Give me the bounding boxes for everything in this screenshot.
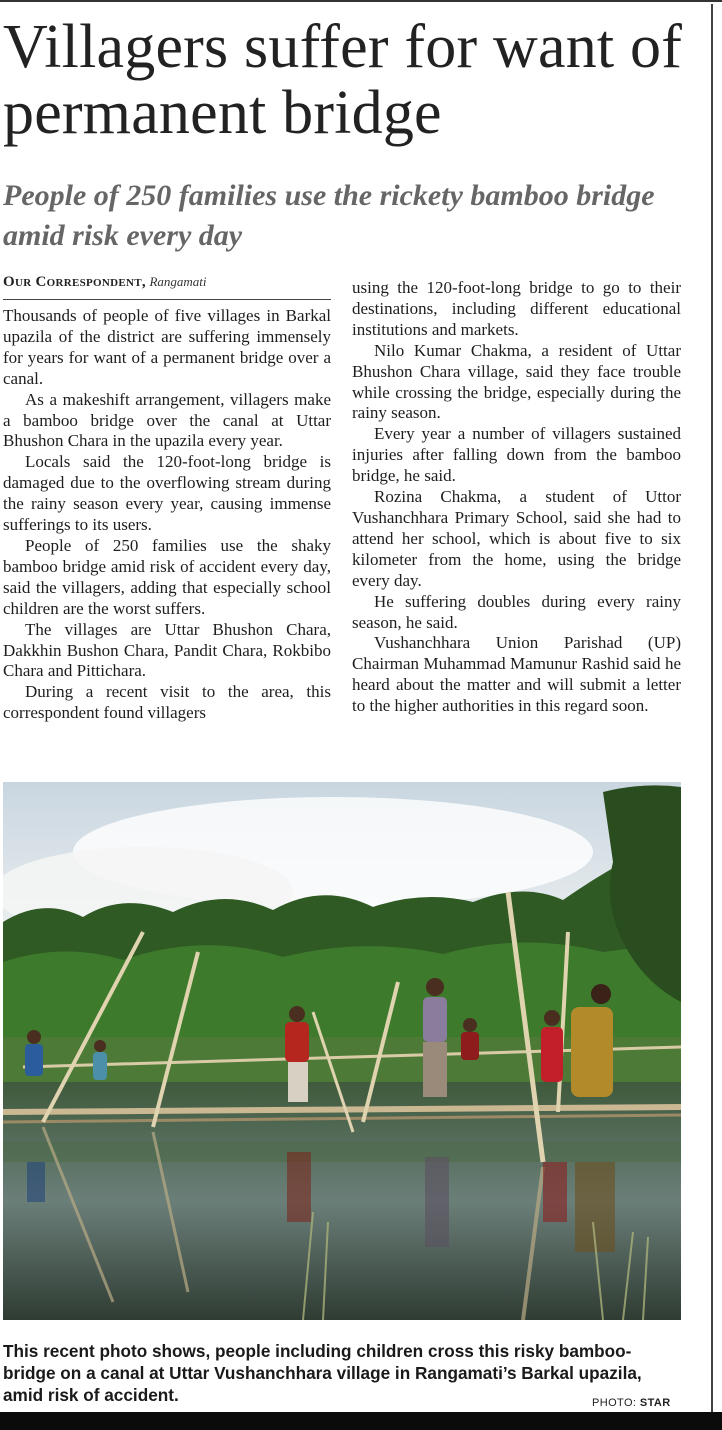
- article-paragraph: Nilo Kumar Chakma, a resident of Uttar Bhushon Chara village, said they face trouble while crossing the bridge, especially during the rainy season.: [352, 340, 681, 423]
- article-column-right: [352, 278, 681, 717]
- top-rule: [0, 0, 722, 2]
- byline-location: Rangamati: [149, 274, 207, 289]
- subheadline: People of 250 families use the rickety bamboo bridge amid risk every day: [3, 179, 655, 252]
- news-photo: [3, 782, 681, 1320]
- photo-credit-label: PHOTO:: [592, 1397, 637, 1409]
- headline: Villagers suffer for want of permanent bridge: [3, 13, 683, 147]
- article-paragraph: During a recent visit to the area, this correspondent found villagers: [3, 682, 331, 723]
- byline-author: Our Correspondent,: [3, 274, 146, 290]
- article-paragraph: Every year a number of villagers sustained injuries after falling down from the bamboo bridge, he said.: [352, 424, 681, 486]
- article-paragraph: Locals said the 120-foot-long bridge is damaged due to the overflowing stream during the rainy season every year, causing immense sufferings to its users.: [3, 452, 331, 535]
- photo-credit: [592, 1397, 671, 1409]
- article-paragraph: using the 120-foot-long bridge to go to their destinations, including different educational institutions and markets.: [352, 278, 681, 339]
- article-column-left: [3, 306, 331, 724]
- column-divider-rule: [711, 4, 713, 1414]
- article-paragraph: Rozina Chakma, a student of Uttor Vushanchhara Primary School, said she had to attend her school, which is about five to six kilometer from the home, using the bridge every day.: [352, 487, 681, 590]
- byline: [3, 272, 331, 300]
- article-paragraph: He suffering doubles during every rainy season, he said.: [352, 591, 681, 632]
- article-paragraph: People of 250 families use the shaky bamboo bridge amid risk of accident every day, said the villagers, adding that especially school children are the worst suffers.: [3, 535, 331, 618]
- article-paragraph: The villages are Uttar Bhushon Chara, Dakkhin Bushon Chara, Pandit Chara, Rokbibo Chara and Pittichara.: [3, 619, 331, 681]
- article-paragraph: As a makeshift arrangement, villagers make a bamboo bridge over the canal at Uttar Bhushon Chara in the upazila every year.: [3, 389, 331, 451]
- bamboo-bridge-photo: [3, 782, 681, 1320]
- bottom-bar: [0, 1412, 722, 1430]
- photo-credit-source: STAR: [639, 1397, 671, 1409]
- article-paragraph: Vushanchhara Union Parishad (UP) Chairman Muhammad Mamunur Rashid said he heard about the matter and will submit a letter to the higher authorities in this regard soon.: [352, 633, 681, 716]
- article-paragraph: Thousands of people of five villages in Barkal upazila of the district are suffering immensely for years for want of a permanent bridge over a canal.: [3, 306, 331, 388]
- photo-caption: This recent photo shows, people including children cross this risky bamboo-bridge on a canal at Uttar Vushanchhara village in Rangamati’s Barkal upazila, amid risk of accident.: [3, 1341, 642, 1405]
